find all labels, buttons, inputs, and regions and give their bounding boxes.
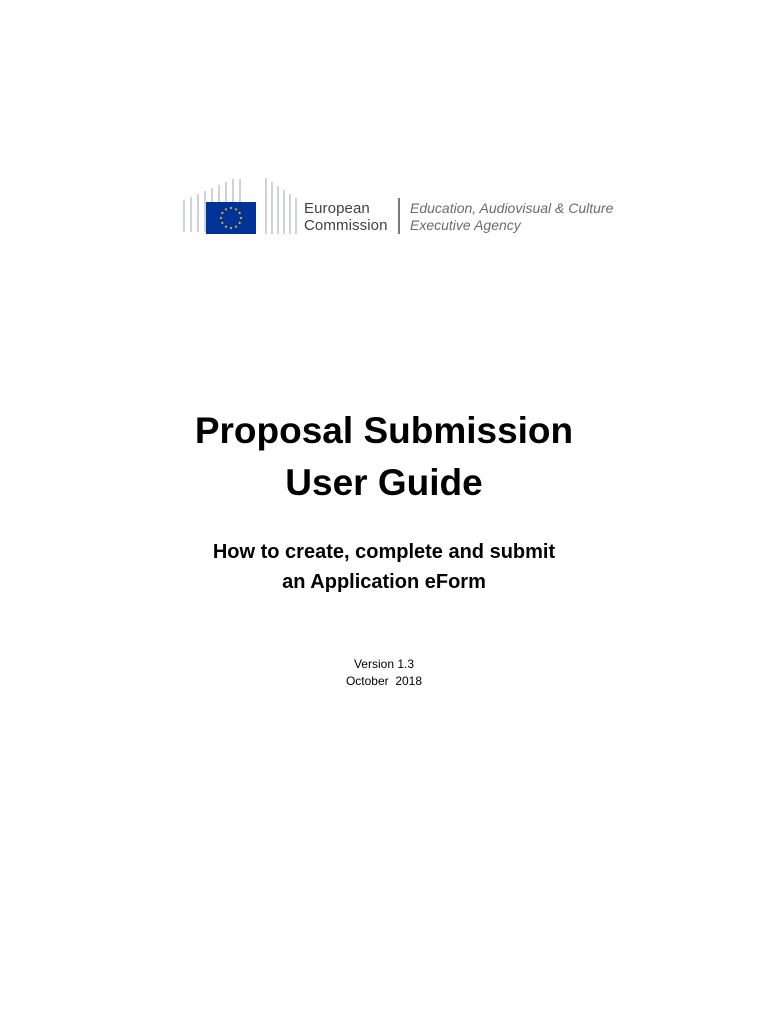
subtitle-line-2: an Application eForm [282, 571, 486, 593]
agency-line-2: Executive Agency [410, 217, 521, 233]
version-number: Version 1.3 [353, 657, 415, 671]
institution-line-2: Commission [304, 217, 388, 234]
ec-logo [182, 176, 622, 238]
agency-wordmark [410, 200, 613, 234]
institution-line-1: European [304, 200, 370, 217]
version-info [0, 656, 768, 690]
title-line-2: User Guide [285, 462, 483, 503]
european-commission-wordmark [304, 200, 388, 234]
subtitle-line-1: How to create, complete and submit [212, 541, 556, 563]
logo-divider [398, 198, 400, 234]
agency-line-1: Education, Audiovisual & Culture [410, 200, 614, 216]
publication-date: October 2018 [345, 674, 423, 688]
berlaymont-building-icon [182, 178, 298, 234]
title-line-1: Proposal Submission [194, 410, 574, 451]
document-subtitle [0, 537, 768, 597]
document-title [0, 405, 768, 509]
